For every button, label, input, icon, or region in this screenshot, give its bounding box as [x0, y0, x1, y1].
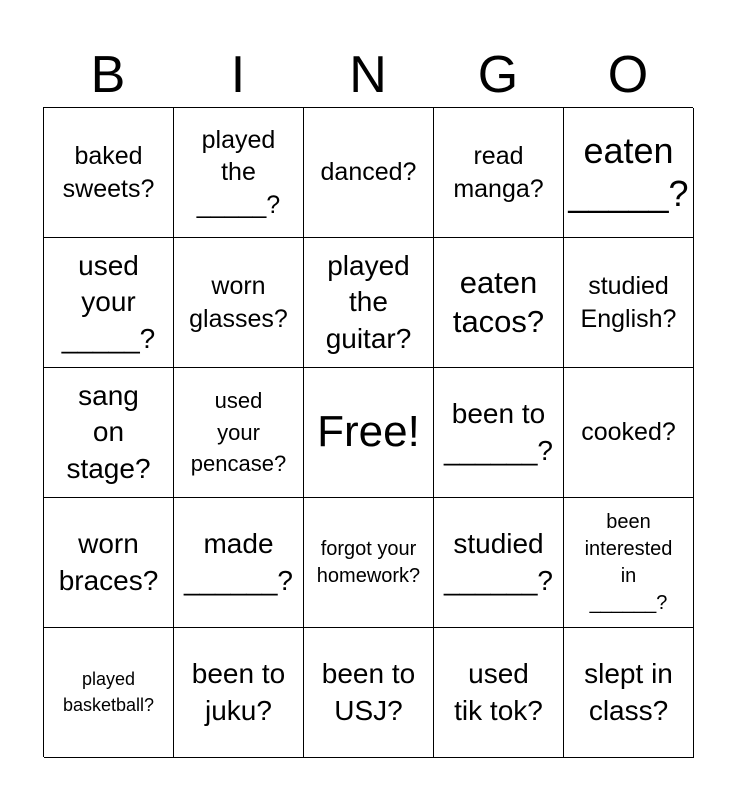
bingo-cell[interactable] [304, 108, 434, 238]
bingo-cell[interactable] [434, 238, 564, 368]
cell-text: used your _____? [61, 249, 156, 354]
cell-text: played basketball? [62, 669, 155, 715]
cell-text: read manga? [453, 142, 544, 203]
bingo-cell[interactable] [174, 238, 304, 368]
cell-text: studied English? [580, 272, 677, 333]
cell-text: studied ______? [443, 528, 553, 596]
bingo-cell[interactable] [44, 238, 174, 368]
cell-text: worn braces? [58, 528, 159, 596]
bingo-cell[interactable] [304, 498, 434, 628]
bingo-cell[interactable] [304, 628, 434, 758]
header-letter-i: I [230, 46, 246, 104]
cell-text: cooked? [581, 418, 676, 447]
bingo-cell[interactable] [174, 108, 304, 238]
bingo-cell[interactable] [564, 108, 694, 238]
cell-text: been to ______? [443, 398, 553, 466]
bingo-cell[interactable] [174, 628, 304, 758]
cell-text: played the guitar? [325, 249, 412, 354]
header-letter-b: B [90, 46, 126, 104]
cell-text: slept in class? [584, 658, 673, 726]
bingo-cell-free[interactable] [304, 368, 434, 498]
bingo-cell[interactable] [564, 368, 694, 498]
free-space-text: Free! [317, 407, 420, 457]
cell-text: eaten _____? [568, 130, 689, 214]
bingo-board [43, 107, 693, 757]
cell-text: used your pencase? [190, 387, 287, 477]
bingo-cell[interactable] [434, 498, 564, 628]
cell-text: used tik tok? [454, 658, 543, 726]
cell-text: baked sweets? [62, 142, 155, 203]
cell-text: been interested in ______? [584, 510, 673, 614]
cell-text: forgot your homework? [316, 537, 421, 587]
cell-text: danced? [320, 158, 417, 187]
header-letter-o: O [607, 46, 649, 104]
bingo-cell[interactable] [174, 368, 304, 498]
cell-text: been to juku? [191, 658, 286, 726]
cell-text: eaten tacos? [452, 264, 545, 339]
bingo-cell[interactable] [434, 108, 564, 238]
bingo-cell[interactable] [564, 628, 694, 758]
bingo-cell[interactable] [564, 498, 694, 628]
bingo-cell[interactable] [174, 498, 304, 628]
header-letter-g: G [477, 46, 519, 104]
bingo-cell[interactable] [44, 368, 174, 498]
cell-text: played the _____? [196, 125, 281, 219]
header-letter-n: N [349, 46, 387, 104]
bingo-cell[interactable] [304, 238, 434, 368]
bingo-cell[interactable] [434, 368, 564, 498]
bingo-cell[interactable] [44, 108, 174, 238]
cell-text: sang on stage? [66, 379, 151, 484]
cell-text: been to USJ? [321, 658, 416, 726]
bingo-cell[interactable] [564, 238, 694, 368]
bingo-cell[interactable] [434, 628, 564, 758]
cell-text: worn glasses? [189, 272, 288, 333]
cell-text: made ______? [183, 528, 293, 596]
bingo-cell[interactable] [44, 498, 174, 628]
bingo-header [43, 44, 693, 106]
bingo-cell[interactable] [44, 628, 174, 758]
